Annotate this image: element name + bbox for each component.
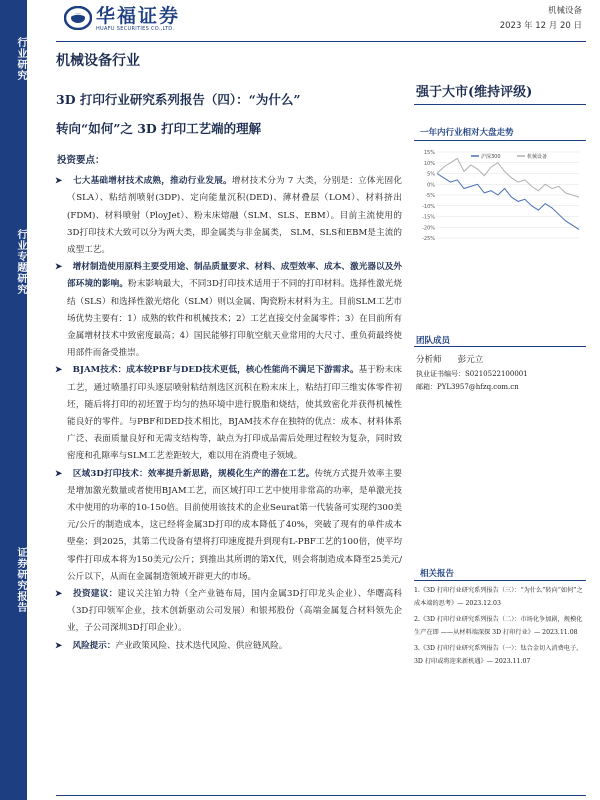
analyst-heading: 团队成员: [416, 336, 451, 346]
left-sidebar: [0, 0, 27, 800]
paragraph-2-text: 粉末影响最大，不同3D打印技术适用于不同的打印材料。选择性激光烧结（SLS）和选择性激光熔化（SLM）则以金属、陶瓷粉末材料为主。目前SLM工艺市场优势主要有：1）成熟的软件和机械技术；2）工艺直接交付金属零件；3）在目前所有金属增材技术中致密度最高；4）国民能够打印航空航天业常用的大尺寸、重负荷最终使用部件而备受推崇。: [67, 279, 402, 359]
related-report-2[interactable]: 2.《3D 打印行业研究系列报告（二）：市场化争加剧，规模化生产在即 ——从材料端深探 3D 打印行业》— 2023.11.08: [414, 616, 583, 636]
bullet-arrow-icon: ➤: [55, 365, 63, 376]
rating-divider: [414, 104, 586, 105]
paragraph-3-lead: BJAM技术：成本较PBF与DED技术更低，核心性能尚不满足下游需求。: [72, 365, 359, 376]
report-title-line1: 3D 打印行业研究系列报告（四）：“为什么”: [56, 92, 301, 107]
analyst-label: 分析师: [416, 355, 442, 365]
bullet-arrow-icon: ➤: [55, 640, 63, 651]
bullet-arrow-icon: ➤: [55, 262, 63, 273]
y-tick-label: -15%: [422, 214, 435, 221]
paragraph-6-lead: 风险提示：: [72, 640, 116, 651]
series-line-1: [437, 158, 579, 197]
chart-title: 一年内行业相对大盘走势: [420, 128, 514, 138]
analyst-info: [416, 352, 586, 394]
summary-heading: 投资要点：: [57, 155, 105, 166]
analyst-email[interactable]: 邮箱：PYL3957@hfzq.com.cn: [416, 383, 519, 391]
company-logo: [64, 6, 180, 32]
y-tick-label: 0%: [427, 182, 435, 189]
header-divider: [56, 41, 586, 42]
paragraph-6-text: 产业政策风险、技术迭代风险、供应链风险。: [115, 640, 288, 651]
y-tick-label: -20%: [422, 225, 435, 232]
analyst-divider: [414, 346, 586, 347]
logo-text-cn: 华福证券: [96, 5, 181, 27]
summary-paragraph-1: [57, 173, 402, 259]
summary-paragraph-6: [57, 638, 402, 655]
logo-emblem-icon: [64, 6, 92, 30]
related-reports-list: [414, 584, 586, 671]
y-tick-label: 15%: [423, 150, 435, 156]
y-tick-label: -25%: [422, 236, 435, 242]
paragraph-5-lead: 投资建议：: [73, 589, 118, 600]
related-report-3[interactable]: 3.《3D 打印行业研究系列报告（一）：钛合金切入消费电子，3D 打印或将迎来新机遇》— 2023.11.07: [414, 645, 583, 665]
summary-body: [57, 152, 402, 655]
analyst-cert: 执业证书编号：S0210522100001: [416, 370, 528, 378]
sidebar-tag-industry-topic: 行业专题研究: [15, 229, 26, 295]
bullet-arrow-icon: ➤: [55, 468, 63, 479]
related-heading: 相关报告: [420, 569, 455, 579]
paragraph-3-text: 基于粉末床工艺，通过喷墨打印头逐层喷射粘结剂选区沉积在粉末床上，粘结打印三维实体零件初坯，随后将打印的初坯置于均匀的热环境中进行脱脂和烧结，使其致密化并获得机械性能良好的零件。与PBF和DED技术相比，BJAM技术存在独特的优点：成本、材料体系广泛、表面质量良好和无需支结构等，缺点为打印成品需后处理过程较为复杂，同时致密度和孔隙率与SLM工艺差距较大，难以用在消费电子领域。: [67, 365, 402, 462]
footer-divider: [56, 795, 586, 796]
chart-title-divider: [414, 140, 586, 141]
logo-text-en: HUAFU SECURITIES CO.,LTD.: [96, 26, 175, 32]
paragraph-5-text: 建议关注铂力特（全产业链布局，国内金属3D打印龙头企业）、华曙高科（3D打印领军企业，技术创新驱动公司发展）和银邦股份（高端金属复合材料领先企业，子公司深圳3D打印企业）。: [67, 589, 402, 634]
analyst-name: 彭元立: [457, 355, 484, 365]
sidebar-tag-industry-research: 行业研究: [15, 37, 26, 81]
relative-performance-chart: [411, 148, 581, 243]
related-divider: [414, 580, 586, 581]
y-tick-label: -10%: [422, 203, 435, 210]
sidebar-tag-securities-report: 证券研究报告: [15, 547, 26, 613]
summary-paragraph-3: [57, 362, 402, 465]
paragraph-4-lead: 区域3D打印技术：效率提升新思路，规模化生产的潜在工艺。: [72, 468, 315, 479]
report-title-line2: 转向“如何”之 3D 打印工艺端的理解: [56, 121, 262, 136]
y-tick-label: 5%: [427, 171, 435, 178]
series-line-0: [437, 174, 579, 230]
header-sector: 机械设备: [547, 6, 582, 16]
paragraph-1-text: 增材技术分为 7 大类，分别是：立体光固化（SLA）、粘结剂喷射(3DP)、定向能量沉积(DED)、薄材叠层（LOM）、材料挤出(FDM)、材料喷射（PloyJet）、粉末床熔融（SLM、SLS、EBM）。目前主流使用的3D打印技术大致可以分为两大类，即金属类与非金属类， SLM、SLS和EBM是主流的成型工艺。: [67, 176, 402, 256]
paragraph-4-text: 传统方式提升效率主要是增加激光数量或者使用BJAM工艺，而区域打印工艺中使用非常高的功率，是单激光技术中使用的功率的10-150倍。目前使用该技术的企业Seurat第一代装备可实现约300美元/公斤的制造成本，这已经将金属3D打印的成本降低了40%，突破了现有的单件成本壁垒；到2025，其第二代设备有望将打印速度提升到现有L-PBF工艺的100倍，使平均零件打印成本将为150美元/公斤；到推出其所谓的第X代，则会将制造成本降至25美元/公斤以下，从而在金属制造领域开辟更大的市场。: [67, 468, 402, 582]
summary-paragraph-2: [57, 259, 402, 362]
paragraph-1-lead: 七大基础增材技术成熟，推动行业发展。: [72, 176, 232, 187]
industry-name: 机械设备行业: [56, 53, 140, 69]
legend-label: 沪深300: [481, 154, 501, 160]
rating-label: 强于大市(维持评级): [416, 85, 533, 100]
bullet-arrow-icon: ➤: [55, 589, 63, 600]
bullet-arrow-icon: ➤: [55, 176, 63, 187]
y-tick-label: 10%: [423, 160, 435, 167]
summary-paragraph-4: [57, 466, 402, 586]
legend-label: 机械设备: [527, 154, 548, 160]
y-tick-label: -5%: [425, 193, 435, 199]
summary-paragraph-5: [57, 586, 402, 638]
paragraph-2-lead: 增材制造使用原料主要受用途、制品质量要求、材料、成型效率、成本、激光器以及外部环境的影响。: [67, 262, 402, 290]
header-date: 2023 年 12 月 20 日: [499, 21, 582, 31]
related-report-1[interactable]: 1.《3D 打印行业研究系列报告（三）：“为什么”转向“如何”之成本端的思考》— 2023.12.03: [414, 587, 583, 607]
